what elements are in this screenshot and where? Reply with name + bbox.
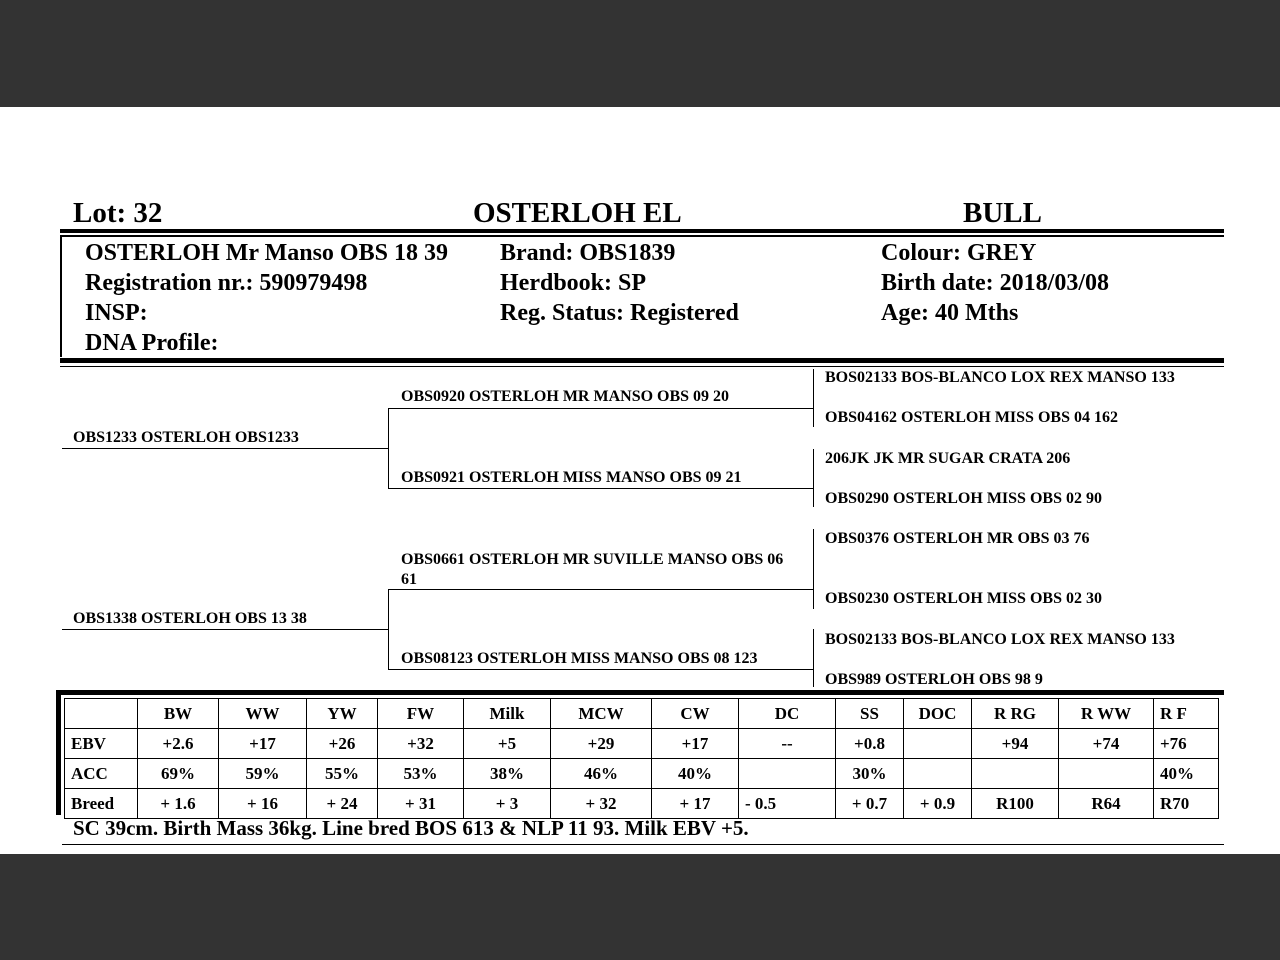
acc-cell	[739, 759, 836, 789]
acc-cell: 69%	[138, 759, 219, 789]
acc-row	[65, 759, 1219, 789]
breed-cell: R64	[1059, 789, 1154, 819]
gg-bracket-1	[813, 369, 814, 427]
insp-label: INSP:	[85, 300, 148, 326]
dam-bracket	[388, 589, 389, 670]
brand: Brand: OBS1839	[500, 240, 676, 266]
breed-cell: - 0.5	[739, 789, 836, 819]
breed-cell: + 24	[307, 789, 378, 819]
acc-cell: 55%	[307, 759, 378, 789]
dam-sire-name: OBS0661 OSTERLOH MR SUVILLE MANSO OBS 06 61	[401, 551, 784, 588]
gg-bracket-3	[813, 529, 814, 609]
acc-cell	[904, 759, 972, 789]
registration-status: Reg. Status: Registered	[500, 300, 739, 326]
header-cell	[65, 699, 138, 729]
header-cell: DC	[739, 699, 836, 729]
sire-sire-name: OBS0920 OSTERLOH MR MANSO OBS 09 20	[401, 388, 730, 405]
sd-line	[388, 488, 813, 489]
breed-cell: + 32	[551, 789, 652, 819]
viewer-top-bar	[0, 0, 1280, 107]
header-cell: WW	[219, 699, 307, 729]
header-cell: Milk	[464, 699, 551, 729]
header-cell: SS	[836, 699, 904, 729]
ss-line	[388, 408, 813, 409]
row-label: ACC	[65, 759, 138, 789]
header-cell: R F	[1154, 699, 1219, 729]
ebv-cell: +74	[1059, 729, 1154, 759]
breed-cell: + 3	[464, 789, 551, 819]
header-cell: BW	[138, 699, 219, 729]
breed-cell: + 31	[378, 789, 464, 819]
herdbook: Herdbook: SP	[500, 270, 647, 296]
header-cell: FW	[378, 699, 464, 729]
ebv-cell: +0.8	[836, 729, 904, 759]
gg-name: BOS02133 BOS-BLANCO LOX REX MANSO 133	[825, 369, 1175, 386]
header-cell: R RG	[972, 699, 1059, 729]
sire-line	[62, 448, 388, 449]
sire-dam-name: OBS0921 OSTERLOH MISS MANSO OBS 09 21	[401, 469, 742, 486]
gg-name: OBS04162 OSTERLOH MISS OBS 04 162	[825, 409, 1118, 426]
header-rule	[60, 229, 1224, 233]
breed-row	[65, 789, 1219, 819]
animal-type: BULL	[963, 197, 1042, 229]
ebv-cell: +17	[219, 729, 307, 759]
gg-name: 206JK JK MR SUGAR CRATA 206	[825, 450, 1071, 467]
info-left-border	[60, 237, 62, 357]
breed-cell: + 1.6	[138, 789, 219, 819]
gg-bracket-2	[813, 449, 814, 507]
header-rule-thin	[60, 235, 1224, 237]
acc-cell: 46%	[551, 759, 652, 789]
row-label: Breed	[65, 789, 138, 819]
dna-profile-label: DNA Profile:	[85, 330, 219, 356]
acc-cell: 40%	[1154, 759, 1219, 789]
lot-number: Lot: 32	[73, 197, 163, 229]
gg-name: OBS0376 OSTERLOH MR OBS 03 76	[825, 530, 1090, 547]
ebv-cell: +26	[307, 729, 378, 759]
colour: Colour: GREY	[881, 240, 1037, 266]
ebv-cell: +17	[652, 729, 739, 759]
header-cell: CW	[652, 699, 739, 729]
header-cell: R WW	[1059, 699, 1154, 729]
breed-cell: + 17	[652, 789, 739, 819]
breed-cell: + 16	[219, 789, 307, 819]
ebv-cell: +32	[378, 729, 464, 759]
dam-name: OBS1338 OSTERLOH OBS 13 38	[73, 610, 307, 627]
ebv-cell: +29	[551, 729, 652, 759]
acc-cell: 59%	[219, 759, 307, 789]
dam-line	[62, 629, 388, 630]
gg-bracket-4	[813, 629, 814, 687]
gg-name: OBS0290 OSTERLOH MISS OBS 02 90	[825, 490, 1102, 507]
breed-cell: + 0.9	[904, 789, 972, 819]
gg-name: OBS0230 OSTERLOH MISS OBS 02 30	[825, 590, 1102, 607]
viewer-bottom-bar	[0, 854, 1280, 960]
birth-date: Birth date: 2018/03/08	[881, 270, 1109, 296]
catalogue-page	[0, 107, 1280, 854]
ebv-cell: +76	[1154, 729, 1219, 759]
header-cell: MCW	[551, 699, 652, 729]
remarks: SC 39cm. Birth Mass 36kg. Line bred BOS 613 & NLP 11 93. Milk EBV +5.	[73, 816, 749, 840]
breed-cell: + 0.7	[836, 789, 904, 819]
row-label: EBV	[65, 729, 138, 759]
remarks-rule	[62, 844, 1224, 845]
acc-cell	[972, 759, 1059, 789]
ebv-cell: +94	[972, 729, 1059, 759]
ebv-left-border	[56, 690, 61, 815]
ebv-header-row	[65, 699, 1219, 729]
sire-bracket	[388, 408, 389, 489]
ebv-cell: +5	[464, 729, 551, 759]
ebv-row	[65, 729, 1219, 759]
pedigree-rule	[60, 358, 1224, 363]
age: Age: 40 Mths	[881, 300, 1019, 326]
breed-cell: R100	[972, 789, 1059, 819]
acc-cell: 40%	[652, 759, 739, 789]
herd-title: OSTERLOH EL	[473, 197, 682, 229]
gg-name: BOS02133 BOS-BLANCO LOX REX MANSO 133	[825, 631, 1175, 648]
ebv-cell	[904, 729, 972, 759]
header-cell: YW	[307, 699, 378, 729]
header-cell: DOC	[904, 699, 972, 729]
acc-cell: 30%	[836, 759, 904, 789]
ebv-table	[64, 698, 1219, 819]
ebv-rule	[56, 690, 1224, 695]
pedigree-rule-thin	[60, 366, 1224, 367]
acc-cell: 53%	[378, 759, 464, 789]
sire-name: OBS1233 OSTERLOH OBS1233	[73, 429, 299, 446]
gg-name: OBS989 OSTERLOH OBS 98 9	[825, 671, 1043, 688]
dam-dam-name: OBS08123 OSTERLOH MISS MANSO OBS 08 123	[401, 650, 758, 667]
animal-name: OSTERLOH Mr Manso OBS 18 39	[85, 240, 448, 266]
acc-cell	[1059, 759, 1154, 789]
registration-number: Registration nr.: 590979498	[85, 270, 368, 296]
dd-line	[388, 669, 813, 670]
ebv-cell: +2.6	[138, 729, 219, 759]
ebv-cell: --	[739, 729, 836, 759]
acc-cell: 38%	[464, 759, 551, 789]
breed-cell: R70	[1154, 789, 1219, 819]
